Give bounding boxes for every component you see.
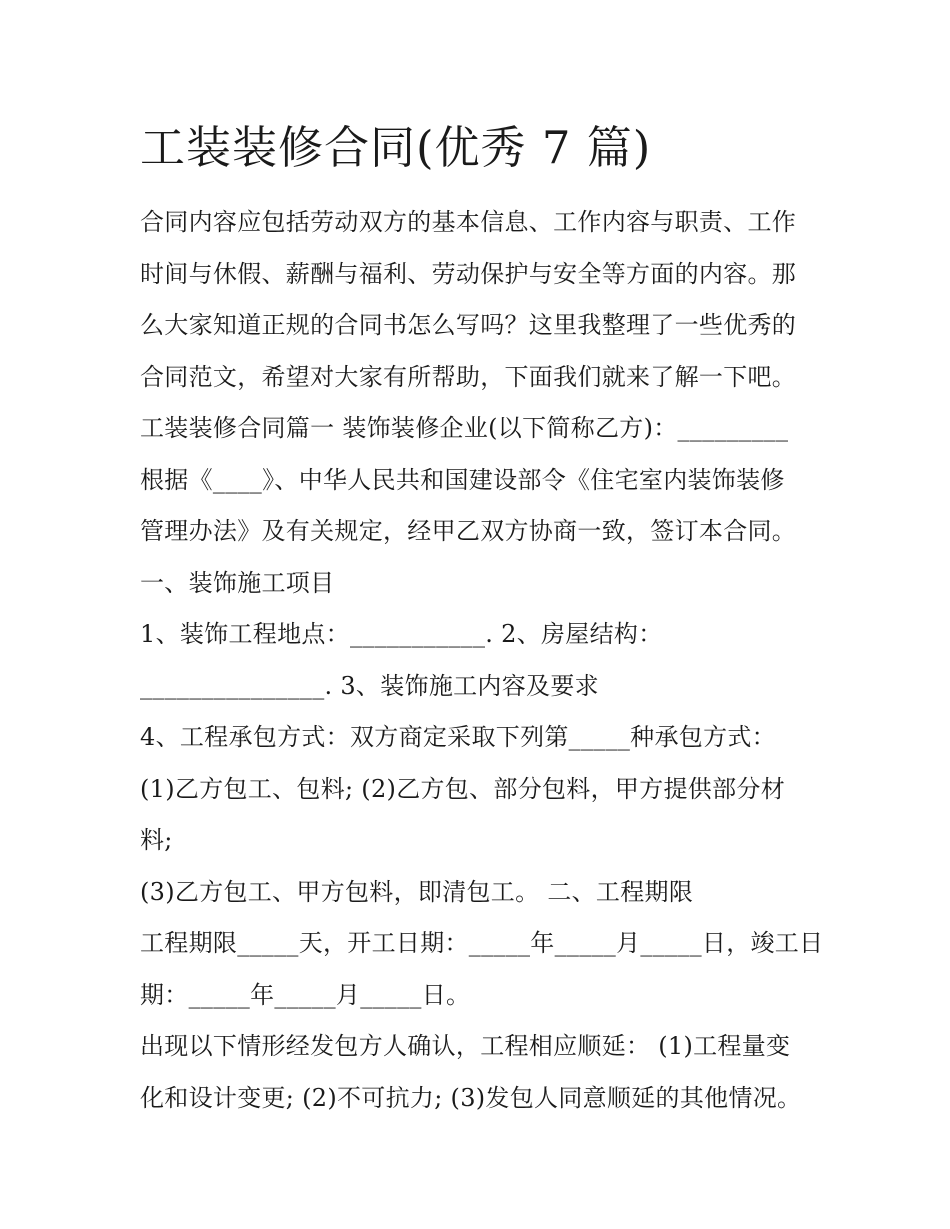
body-line: 化和设计变更; (2)不可抗力; (3)发包人同意顺延的其他情况。 — [140, 1083, 802, 1112]
document-title: 工装装修合同(优秀 7 篇) — [140, 121, 652, 174]
body-line: 工程期限_____天，开工日期：_____年_____月_____日，竣工日 — [140, 929, 824, 957]
body-line: 么大家知道正规的合同书怎么写吗？这里我整理了一些优秀的 — [140, 311, 797, 339]
section-heading: 一、装饰施工项目 — [140, 568, 335, 597]
body-line: 工装装修合同篇一 装饰装修企业(以下简称乙方)：_________ — [140, 414, 789, 442]
document-body — [140, 197, 824, 1124]
body-line: 合同内容应包括劳动双方的基本信息、工作内容与职责、工作 — [140, 208, 797, 236]
body-line: 合同范文，希望对大家有所帮助，下面我们就来了解一下吧。 — [140, 362, 797, 391]
body-line: 料; — [140, 826, 173, 854]
body-line: 管理办法》及有关规定，经甲乙双方协商一致，签订本合同。 — [140, 517, 797, 545]
body-line: 4、工程承包方式：双方商定采取下列第_____种承包方式： — [140, 723, 776, 751]
body-line: 时间与休假、薪酬与福利、劳动保护与安全等方面的内容。那 — [140, 259, 797, 288]
body-line: (1)乙方包工、包料; (2)乙方包、部分包料，甲方提供部分材 — [140, 774, 786, 803]
body-line: 出现以下情形经发包方人确认，工程相应顺延： (1)工程量变 — [140, 1032, 791, 1060]
body-line: 期：_____年_____月_____日。 — [140, 980, 471, 1009]
body-line: (3)乙方包工、甲方包料，即清包工。 二、工程期限 — [140, 877, 694, 906]
body-line: 1、装饰工程地点：___________. 2、房屋结构： — [140, 620, 663, 648]
body-line: _______________. 3、装饰施工内容及要求 — [140, 671, 599, 700]
body-line: 根据《____》、中华人民共和国建设部令《住宅室内装饰装修 — [140, 465, 785, 494]
